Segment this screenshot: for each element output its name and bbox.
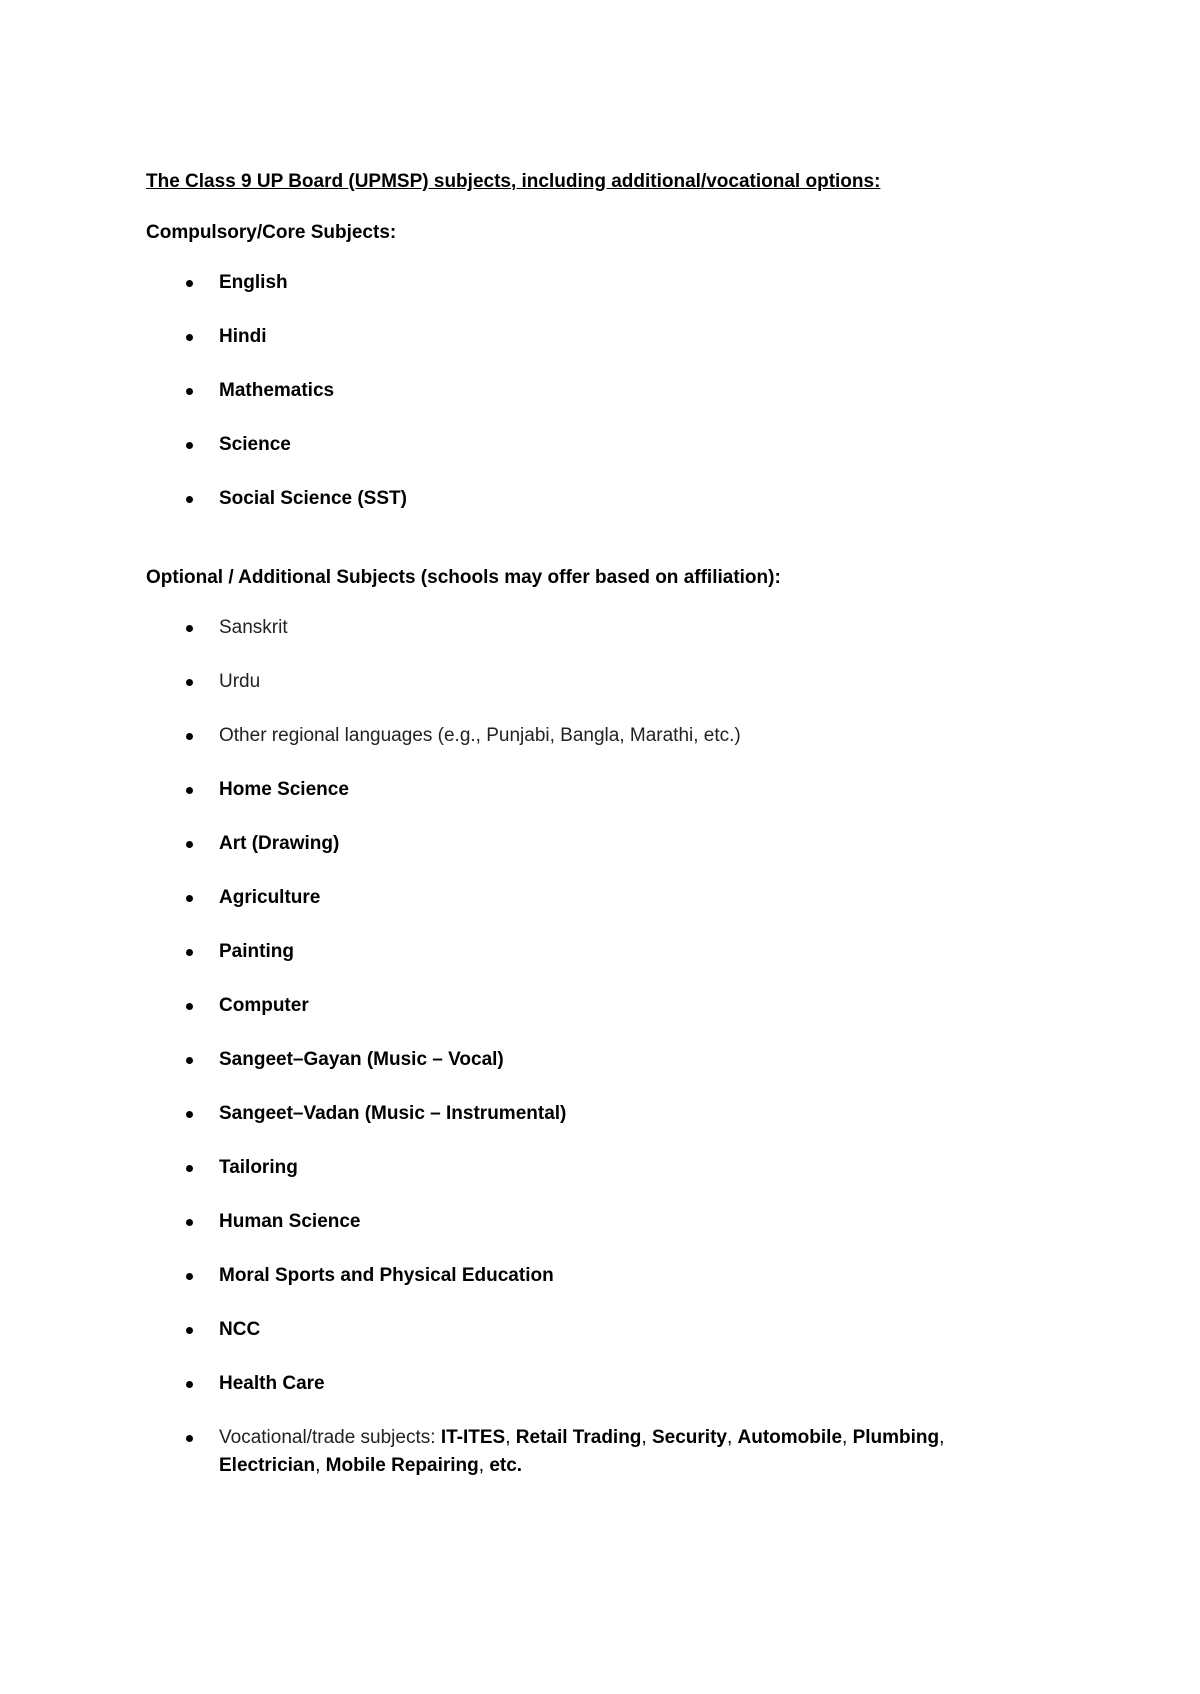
- subject-label: Health Care: [219, 1373, 325, 1394]
- trade-label: IT-ITES: [440, 1427, 506, 1448]
- bullet-icon: [186, 841, 193, 848]
- bullet-icon: [186, 442, 193, 449]
- list-item: [0, 938, 1200, 966]
- bullet-icon: [186, 1435, 193, 1442]
- subject-label: Computer: [219, 995, 309, 1016]
- vocational-prefix: Vocational/trade subjects:: [219, 1427, 441, 1448]
- subject-label: Sanskrit: [219, 617, 288, 638]
- bullet-icon: [186, 280, 193, 287]
- subject-label: Social Science (SST): [219, 488, 407, 509]
- list-item: [0, 992, 1200, 1020]
- bullet-icon: [186, 1003, 193, 1010]
- list-item: [0, 1262, 1200, 1290]
- optional-heading: Optional / Additional Subjects (schools may offer based on affiliation):: [146, 567, 781, 588]
- bullet-icon: [186, 625, 193, 632]
- bullet-icon: [186, 679, 193, 686]
- bullet-icon: [186, 949, 193, 956]
- list-item: [0, 668, 1200, 696]
- optional-list: [0, 614, 1200, 1480]
- subject-label: Mathematics: [219, 380, 335, 401]
- subject-label: Art (Drawing): [219, 833, 340, 854]
- bullet-icon: [186, 1057, 193, 1064]
- list-item: [0, 1208, 1200, 1236]
- list-item: [0, 1370, 1200, 1398]
- list-item: [0, 485, 1200, 513]
- document-title: The Class 9 UP Board (UPMSP) subjects, including additional/vocational options:: [146, 171, 881, 192]
- subject-label: Hindi: [219, 326, 267, 347]
- list-item: [0, 830, 1200, 858]
- bullet-icon: [186, 1111, 193, 1118]
- list-item: [0, 1046, 1200, 1074]
- subject-label: Sangeet–Gayan (Music – Vocal): [219, 1049, 504, 1070]
- subject-label: Other regional languages (e.g., Punjabi, Bangla, Marathi, etc.): [219, 725, 741, 746]
- bullet-icon: [186, 1165, 193, 1172]
- subject-label: Agriculture: [219, 887, 321, 908]
- bullet-icon: [186, 895, 193, 902]
- list-item: [0, 722, 1200, 750]
- bullet-icon: [186, 1327, 193, 1334]
- trade-label: Retail Trading: [515, 1427, 642, 1448]
- subject-label: Tailoring: [219, 1157, 298, 1178]
- compulsory-heading: Compulsory/Core Subjects:: [146, 222, 397, 243]
- trade-label: Electrician: [219, 1455, 316, 1476]
- subject-label: English: [219, 272, 288, 293]
- list-item-vocational: Vocational/trade subjects: IT-ITES, Retail Trading, Security, Automobile, Plumbing, Electrician, Mobile Repairing, etc.: [0, 1424, 1200, 1480]
- list-item: [0, 377, 1200, 405]
- subject-label: Painting: [219, 941, 294, 962]
- trade-label: Security: [651, 1427, 727, 1448]
- list-item: [0, 431, 1200, 459]
- subject-label: Moral Sports and Physical Education: [219, 1265, 554, 1286]
- bullet-icon: [186, 1273, 193, 1280]
- list-item: [0, 323, 1200, 351]
- subject-label: Sangeet–Vadan (Music – Instrumental): [219, 1103, 567, 1124]
- bullet-icon: [186, 1219, 193, 1226]
- trade-label: etc.: [489, 1455, 523, 1476]
- subject-label: Science: [219, 434, 291, 455]
- bullet-icon: [186, 1381, 193, 1388]
- subject-label: Urdu: [219, 671, 261, 692]
- subject-label: NCC: [219, 1319, 261, 1340]
- list-item: [0, 614, 1200, 642]
- list-item: [0, 884, 1200, 912]
- subject-label: Human Science: [219, 1211, 361, 1232]
- trade-label: Automobile: [737, 1427, 843, 1448]
- bullet-icon: [186, 496, 193, 503]
- list-item: [0, 776, 1200, 804]
- trade-label: Plumbing: [852, 1427, 940, 1448]
- bullet-icon: [186, 787, 193, 794]
- bullet-icon: [186, 733, 193, 740]
- list-item: [0, 1154, 1200, 1182]
- subject-label: Home Science: [219, 779, 349, 800]
- bullet-icon: [186, 334, 193, 341]
- list-item: [0, 1100, 1200, 1128]
- trade-label: Mobile Repairing: [325, 1455, 479, 1476]
- list-item: [0, 1316, 1200, 1344]
- list-item: [0, 269, 1200, 297]
- compulsory-list: [0, 269, 1200, 513]
- bullet-icon: [186, 388, 193, 395]
